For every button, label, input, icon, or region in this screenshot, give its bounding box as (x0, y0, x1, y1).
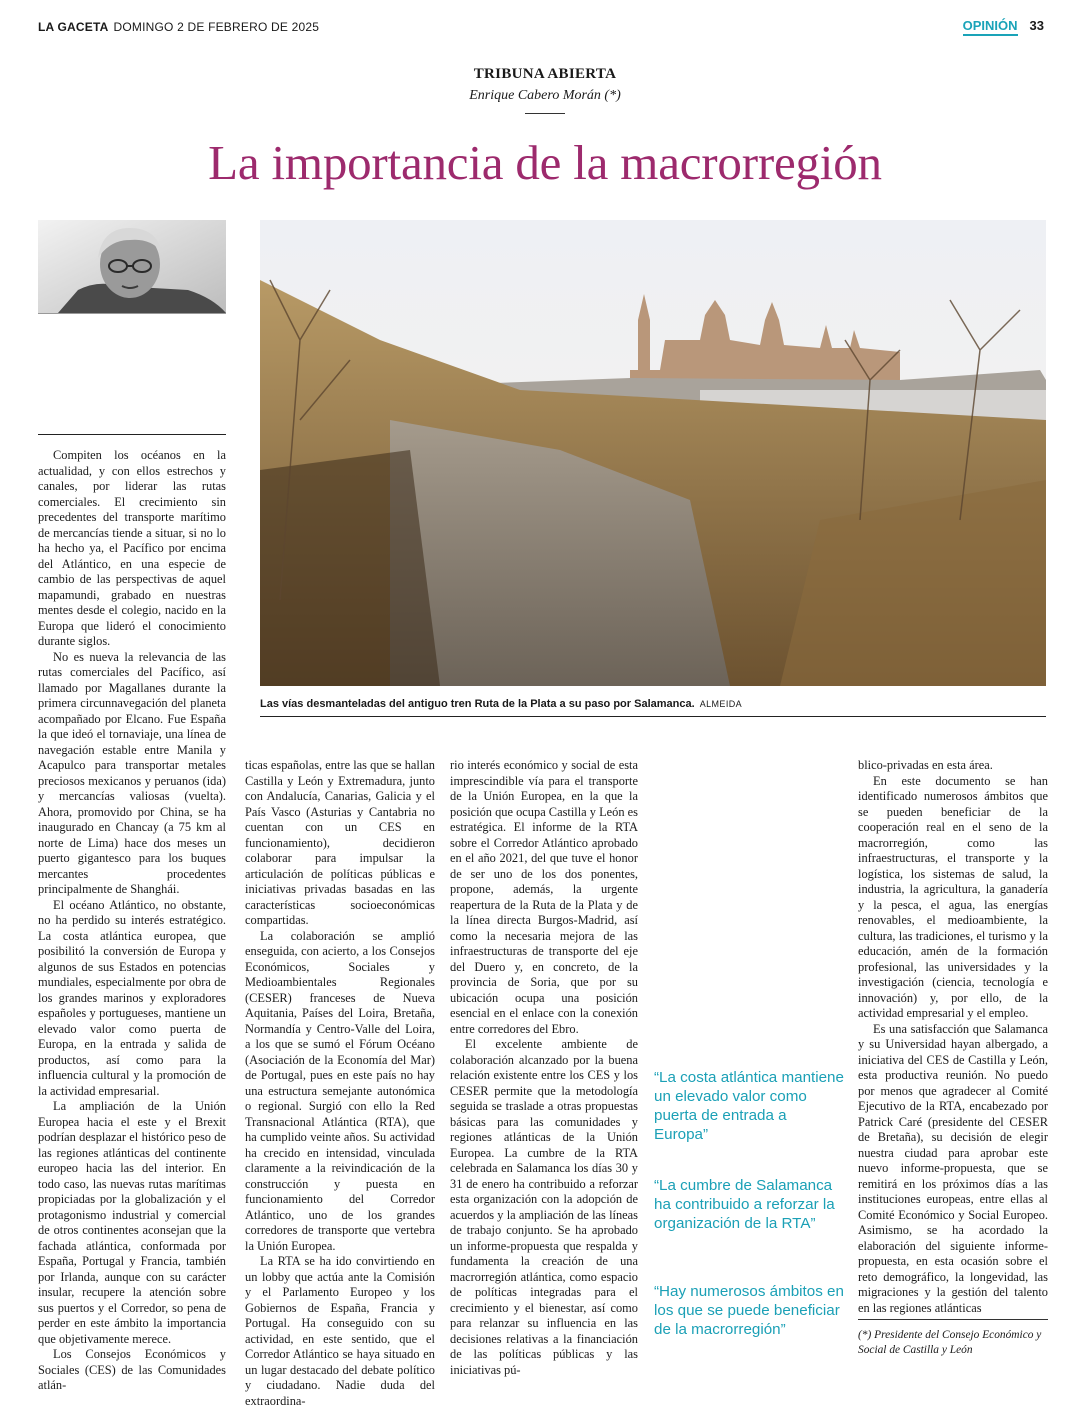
body-column-3 (450, 758, 638, 1378)
paragraph: El excelente ambiente de colaboración alcanzado por la buena relación existente entre los CES y los CESER permite que la metodología seguida se traslade a otras propuestas básicas para las comunidades y regiones atlánticas de la Unión Europea. La cumbre de la RTA celebrada en Salamanca los días 30 y 31 de enero ha contribuido a reforzar esta organización con la adopción de acuerdos y la ampliación de las líneas de trabajo conjunto. Se ha aprobado un informe-propuesta que respalda y fundamenta la creación de una macrorregión atlántica, como espacio de políticas integradas para el crecimiento y el bienestar, así como para relanzar su influencia en las decisiones relativas a la financiación de las políticas públicas y las iniciativas pú- (450, 1037, 638, 1377)
footnote-divider (858, 1319, 1048, 1320)
page-header-left (38, 20, 319, 34)
photo-credit: ALMEIDA (699, 699, 743, 709)
pull-quote: “Hay numerosos ámbitos en los que se puede beneficiar de la macrorregión” (654, 1283, 844, 1338)
paragraph: No es nueva la relevancia de las rutas comerciales del Pacífico, así llamado por Magallanes durante la primera circunnavegación del planeta acompañado por Elcano. Fue España la que ideó el tornaviaje, una línea de navegación estable entre Manila y Acapulco para transportar metales preciosos mexicanos y peruanos (ida) y mercancías valiosas (vuelta). Ahora, promovido por China, se ha inaugurado en Chancay (a 75 km al norte de Lima) hace dos meses un puerto gigantesco para los buques mercantes procedentes principalmente de Shanghái. (38, 649, 226, 896)
paragraph: ticas españolas, entre las que se hallan Castilla y León y Extremadura, junto con Andalucía, Canarias, Galicia y el País Vasco (Asturias y Cantabria no cuentan con un CES en funcionamiento), decidieron colaborar para impulsar la articulación de políticas públicas e iniciativas privadas basadas en las características socioeconómicas compartidas. (245, 758, 435, 927)
caption-text: Las vías desmanteladas del antiguo tren Ruta de la Plata a su paso por Salamanca. (260, 698, 695, 710)
kicker: TRIBUNA ABIERTA (473, 66, 617, 82)
byline: Enrique Cabero Morán (*) (469, 88, 621, 103)
publication-name: LA GACETA (38, 20, 109, 34)
byline-divider (525, 113, 565, 114)
section-label: OPINIÓN (963, 18, 1018, 36)
paragraph: En este documento se han identificado numerosos ámbitos que se pueden beneficiar de la cooperación real en el seno de la macrorregión, como las infraestructuras, el transporte y la logística, los sistemas de salud, la industria, la agricultura, la ganadería y la pesca, el agua, las energías renovables, el medioambiente, la cultura, las tradiciones, el turismo y la educación, amén de la formación profesional, las universidades y la investigación (ciencia, tecnología e innovación) y, por ello, de la actividad empresarial y el empleo. (858, 773, 1048, 1020)
page-header-right (963, 18, 1044, 33)
column-divider (38, 434, 226, 435)
author-portrait (38, 220, 226, 314)
paragraph: La ampliación de la Unión Europea hacia el este y el Brexit podrían desplazar el histórico peso de las regiones atlánticas del continente europeo hacia las del interior. En todo caso, las nuevas rutas marítimas propiciadas por la globalización y el protagonismo industrial y comercial de otros continentes aconsejan que la fachada atlántica, conformada por España, Portugal y Francia, también por Irlanda, aunque con su carácter insular, recupere la atención sobre sus puertos y el Corredor, so pena de perder en este ámbito la importancia que objetivamente merece. (38, 1099, 226, 1346)
paragraph: Compiten los océanos en la actualidad, y con ellos estrechos y canales, por liderar las rutas comerciales. El crecimiento sin precedentes del transporte marítimo de mercancías tiende a situar, si no lo ha hecho ya, el Pacífico por encima del Atlántico, en una especie de cambio de las perspectivas de aquel mapamundi, grabado en nuestras mentes desde el colegio, nacido en la Europa que lideró el conocimiento durante siglos. (38, 448, 226, 648)
page-number: 33 (1029, 18, 1044, 33)
pull-quote: “La costa atlántica mantiene un elevado valor como puerta de entrada a Europa” (654, 1069, 844, 1143)
publication-date: DOMINGO 2 DE FEBRERO DE 2025 (113, 20, 320, 34)
body-column-2 (245, 758, 435, 1409)
paragraph: rio interés económico y social de esta imprescindible vía para el transporte de la Unión Europea, en la que la posición que ocupa Castilla y León es estratégica. El informe de la RTA sobre el Corredor Atlántico aprobado en el año 2021, del que tuve el honor de ser uno de los dos ponentes, propone, además, la urgente reapertura de la Ruta de la Plata y de la línea directa Burgos-Madrid, así como la necesaria mejora de las infraestructuras de transporte del eje del Duero y, en concreto, de la provincia de Soria, que por su ubicación ocupa una posición esencial en el enlace con la conexión entre corredores del Ebro. (450, 758, 638, 1036)
paragraph: Los Consejos Económicos y Sociales (CES) de las Comunidades atlán- (38, 1347, 226, 1392)
author-footnote: (*) Presidente del Consejo Económico y Social de Castilla y León (858, 1329, 1042, 1356)
pull-quote: “La cumbre de Salamanca ha contribuido a reforzar la organización de la RTA” (654, 1177, 835, 1232)
article-photo (260, 220, 1046, 686)
paragraph: La RTA se ha ido convirtiendo en un lobby que actúa ante la Comisión y el Parlamento Europeo y los Gobiernos de España, Francia y Portugal. Ha conseguido con su actividad, en este sentido, que el Corredor Atlántico se haya situado en un lugar destacado del debate político y ciudadano. Nadie duda del extraordina- (245, 1254, 435, 1408)
paragraph: Es una satisfacción que Salamanca y su Universidad hayan albergado, a iniciativa del CES de Castilla y León, esta productiva reunión. No puedo por menos que agradecer al Comité Ejecutivo de la RTA, encabezado por Patrick Caré (presidente del CESER de Bretaña), su decisión de elegir nuestra ciudad para aprobar este nuevo informe-propuesta, que se remitirá en los próximos días a las instituciones europeas, entre ellas al Comité Económico y Social Europeo. Asimismo, se ha acordado la elaboración del siguiente informe-propuesta, en esta ocasión sobre el reto demográfico, la longevidad, las migraciones y la gestión del talento en las regiones atlánticas (858, 1021, 1048, 1315)
paragraph: blico-privadas en esta área. (858, 758, 993, 772)
headline: La importancia de la macrorregión (208, 135, 882, 190)
paragraph: El océano Atlántico, no obstante, no ha perdido su interés estratégico. La costa atlántica europea, que posibilitó la conversión de Europa y algunos de sus Estados en potencias mundiales, especialmente por obra de los grandes marinos y exploradores españoles y portugueses, mantiene un elevado valor como puerta de Europa, en la entrada y salida de productos, así como para la influencia cultural y la promoción de la actividad empresarial. (38, 897, 226, 1098)
body-column-1 (38, 448, 226, 1394)
caption-divider (260, 716, 1046, 717)
paragraph: La colaboración se amplió enseguida, con acierto, a los Consejos Económicos, Sociales y Medioambientales Regionales (CESER) franceses de Nueva Aquitania, Países del Loira, Bretaña, Normandía y Centro-Valle del Loira, a los que se sumó el Fórum Océano (Asociación de la Economía del Mar) de Portugal, pues en este país no hay una estructura semejante autonómica o regional. Surgió con ello la Red Transnacional Atlántica (RTA), que ha cumplido veinte años. Su actividad ha crecido en intensidad, vinculada claramente a la reivindicación de la construcción y puesta en funcionamiento del Corredor Atlántico, uno de los grandes corredores de transporte que vertebra la Unión Europea. (245, 928, 435, 1253)
photo-caption (260, 698, 1046, 710)
body-column-4 (858, 758, 1048, 1316)
